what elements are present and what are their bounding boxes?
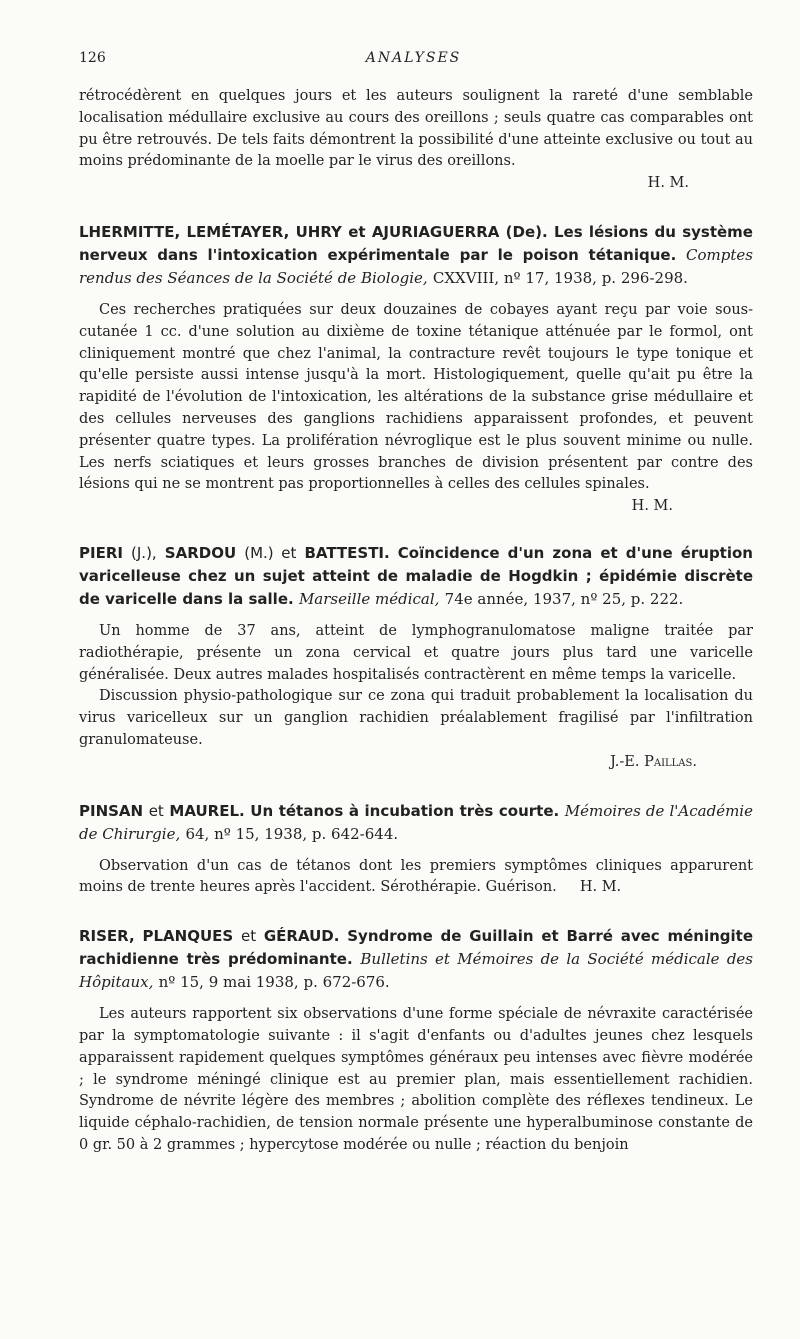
entry-signature: H. M. [631,498,673,515]
entry-signature [79,752,753,774]
entry-author-conjunction: et [148,801,164,820]
entry-title: Les lésions du système nerveux dans l'intoxication expérimentale par le poison tétanique. [79,222,753,264]
entry-source-details: CXXVIII, nº 17, 1938, p. 296-298. [432,268,688,287]
review-entry [79,925,753,1157]
entry-heading [79,221,753,290]
entry-source: Comptes rendus des Séances de la Société de Biologie, [79,245,753,287]
entry-author: MAUREL. [169,801,245,820]
entry-source: Mémoires de l'Académie de Chirurgie, [79,801,753,843]
entry-body: Ces recherches pratiquées sur deux douzaines de cobayes ayant reçu par voie sous-cutanée 1 cc. d'une solution au dixième de toxine tétanique atténuée par le formol, ont cliniquement montré que chez l'animal, la contracture revêt toujours le type tonique et qu'elle persiste aussi intense jusqu'à la mort. Histologiquement, quelle qu'ait pu être la rapidité de l'évolution de l'intoxication, les altérations de la substance grise médullaire et des cellules nerveuses des ganglions rachidiens apparaissent profondes, et peuvent présenter quatre types. La prolifération névroglique est le plus souvent minime ou nulle. Les nerfs sciatiques et leurs grosses branches de division présentent par contre des lésions qui ne se montrent pas proportionnelles à celles des cellules spinales. [79,301,753,493]
entry-author-initial: (M.) et [244,543,297,562]
entry-source-details: 74e année, 1937, nº 25, p. 222. [444,589,684,608]
entry-author-initial: (J.), [131,543,157,562]
entry-title: Un tétanos à incubation très courte. [250,801,560,820]
entry-author: SARDOU [164,543,237,562]
page-number: 126 [79,50,106,66]
entry-body: Un homme de 37 ans, atteint de lymphogranulomatose maligne traitée par radiothérapie, présente un zona cervical et quatre jours plus tard une varicelle généralisée. Deux autres malades hospitalisés contractèrent en même temps la varicelle. [79,622,753,683]
entry-authors: LHERMITTE, LEMÉTAYER, UHRY et AJURIAGUERRA (De). [79,222,548,241]
entry-author: RISER, PLANQUES [79,927,234,946]
entry-heading [79,925,753,994]
entry-source: Marseille médical, [298,589,440,608]
running-title: ANALYSES [365,50,462,66]
signature-name: Paillas. [644,753,697,770]
signature-initials: J.-E. [610,753,640,770]
entry-source: Bulletins et Mémoires de la Société médicale des Hôpitaux, [79,950,753,992]
review-entry [79,800,753,900]
entry-author: BATTESTI. [304,543,390,562]
entry-title: Coïncidence d'un zona et d'une éruption varicelleuse chez un sujet atteint de maladie de Hogdkin ; épidémie discrète de varicelle dans la salle. [79,543,753,608]
entry-signature: H. M. [579,879,622,896]
content [79,86,753,1157]
running-head [79,50,748,70]
entry-heading [79,542,753,611]
intro-text: rétrocédèrent en quelques jours et les auteurs soulignent la rareté d'une semblable localisation médullaire exclusive au cours des oreillons ; seuls quatre cas comparables ont pu être retrouvés. De tels faits démontrent la possibilité d'une atteinte exclusive ou tout au moins prédominante de la moelle par le virus des oreillons. [79,88,753,170]
entry-body: Discussion physio-pathologique sur ce zona qui traduit probablement la localisation du virus varicelleux sur un ganglion rachidien préalablement fragilisé par l'infiltration granulomateuse. [79,688,753,748]
entry-heading [79,800,753,846]
entry-author: PINSAN [79,801,144,820]
entry-author-conjunction: et [240,927,257,946]
review-entry [79,542,753,774]
entry-body-text: Observation d'un cas de tétanos dont les premiers symptômes cliniques apparurent moins de trente heures après l'accident. Sérothérapie. Guérison. [79,857,753,896]
entry-title: Syndrome de Guillain et Barré avec méningite rachidienne très prédominante. [79,927,753,969]
entry-source-details: 64, nº 15, 1938, p. 642-644. [185,824,399,843]
entry-author: PIERI [79,543,123,562]
review-entry [79,221,753,518]
entry-author: GÉRAUD. [263,927,340,946]
entry-source-details: nº 15, 9 mai 1938, p. 672-676. [158,973,390,992]
intro-signature: H. M. [647,175,689,192]
entry-body [79,856,753,900]
entry-body: Les auteurs rapportent six observations d'une forme spéciale de névraxite caractérisée par la symptomatologie suivante : il s'agit d'enfants ou d'adultes jeunes chez lesquels apparaissent rapidement quelques symptômes généraux peu intenses avec fièvre modérée ; le syndrome méningé clinique est au premier plan, mais essentiellement rachidien. Syndrome de névrite légère des membres ; abolition complète des réflexes tendineux. Le liquide céphalo-rachidien, de tension normale présente une hyperalbuminose constante de 0 gr. 50 à 2 grammes ; hypercytose modérée ou nulle ; réaction du benjoin [79,1006,753,1153]
